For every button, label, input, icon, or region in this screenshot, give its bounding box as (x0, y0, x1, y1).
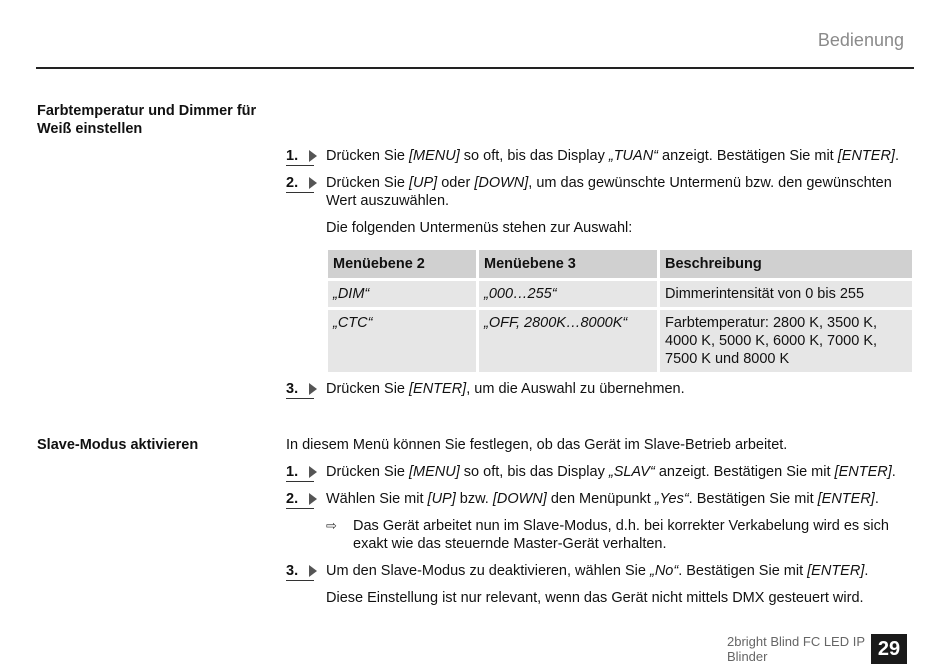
table-header-row (328, 250, 912, 278)
step-text: Wählen Sie mit [UP] bzw. [DOWN] den Menüpunkt „Yes“. Bestätigen Sie mit [ENTER]. (326, 491, 879, 507)
submenu-intro: Die folgenden Untermenüs stehen zur Auswahl: (326, 220, 633, 236)
step-text: Um den Slave-Modus zu deaktivieren, wählen Sie „No“. Bestätigen Sie mit [ENTER]. (326, 563, 869, 579)
step-1-1 (286, 147, 916, 165)
step-1-3 (286, 380, 916, 398)
table-row (328, 310, 912, 372)
footer-product-name: 2bright Blind FC LED IP Blinder (727, 634, 865, 664)
step-2-1 (286, 463, 916, 481)
step-arrow-icon (309, 466, 317, 478)
result-text: Das Gerät arbeitet nun im Slave-Modus, d.h. bei korrekter Verkabelung wird es sich exakt wie das steuernde Master-Gerät verhalten. (353, 518, 889, 552)
step-2-2 (286, 490, 916, 508)
page-header-title: Bedienung (817, 30, 904, 50)
step-arrow-icon (309, 150, 317, 162)
page-number: 29 (871, 634, 907, 664)
step-arrow-icon (309, 383, 317, 395)
step-arrow-icon (309, 565, 317, 577)
step-2-3 (286, 562, 916, 580)
step-number: 2. (286, 490, 326, 508)
table-row (328, 281, 912, 307)
table-header-cell: Beschreibung (660, 250, 912, 278)
table-cell: „DIM“ (328, 281, 476, 307)
step-text: Drücken Sie [MENU] so oft, bis das Display „TUAN“ anzeigt. Bestätigen Sie mit [ENTER]. (326, 148, 899, 164)
step-1-2 (286, 174, 916, 210)
step-text: Drücken Sie [UP] oder [DOWN], um das gewünschte Untermenü bzw. den gewünschten Wert auszuwählen. (326, 175, 892, 209)
step-arrow-icon (309, 493, 317, 505)
dmx-note: Diese Einstellung ist nur relevant, wenn das Gerät nicht mittels DMX gesteuert wird. (326, 590, 864, 606)
step-number: 3. (286, 380, 326, 398)
table-header-cell: Menüebene 2 (328, 250, 476, 278)
step-number: 3. (286, 562, 326, 580)
table-cell: „000…255“ (479, 281, 657, 307)
table-cell: Dimmerintensität von 0 bis 255 (660, 281, 912, 307)
arrow-result-icon: ⇨ (326, 518, 337, 533)
step-text: Drücken Sie [MENU] so oft, bis das Display „SLAV“ anzeigt. Bestätigen Sie mit [ENTER]. (326, 464, 896, 480)
step-number: 1. (286, 147, 326, 165)
table-cell: „CTC“ (328, 310, 476, 372)
table-header-cell: Menüebene 3 (479, 250, 657, 278)
table-cell: Farbtemperatur: 2800 K, 3500 K, 4000 K, 5000 K, 6000 K, 7000 K, 7500 K und 8000 K (660, 310, 912, 372)
step-text: Drücken Sie [ENTER], um die Auswahl zu übernehmen. (326, 381, 685, 397)
step-arrow-icon (309, 177, 317, 189)
header-rule (36, 67, 914, 69)
table-cell: „OFF, 2800K…8000K“ (479, 310, 657, 372)
slave-intro: In diesem Menü können Sie festlegen, ob das Gerät im Slave-Betrieb arbeitet. (286, 437, 788, 453)
result-line (326, 517, 916, 553)
submenu-table (325, 247, 915, 375)
section-title-color-temperature: Farbtemperatur und Dimmer für Weiß einstellen (37, 103, 257, 137)
step-number: 2. (286, 174, 326, 210)
section-title-slave-mode: Slave-Modus aktivieren (37, 437, 199, 453)
step-number: 1. (286, 463, 326, 481)
